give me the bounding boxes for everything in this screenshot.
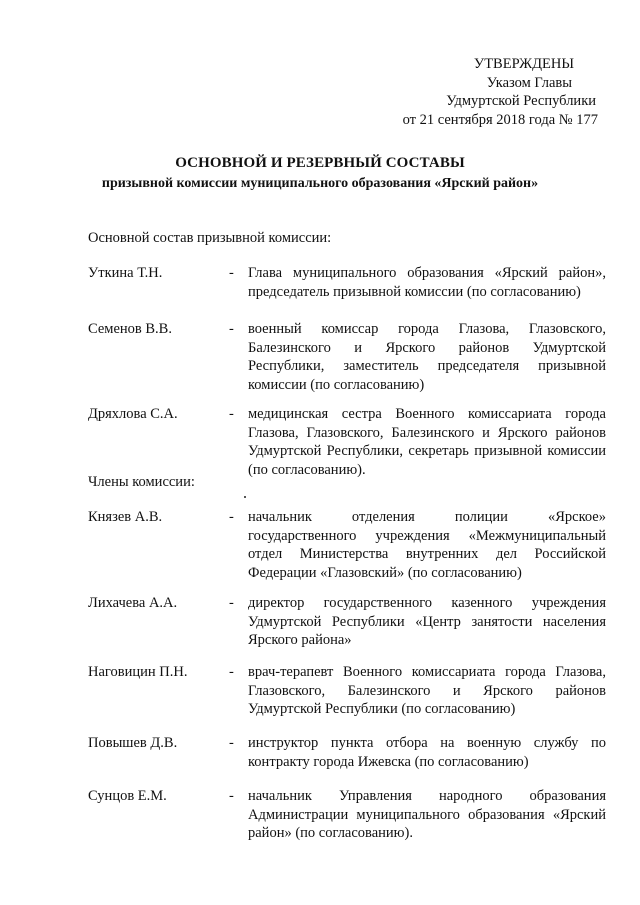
member-role: медицинская сестра Военного комиссариата города Глазова, Глазовского, Балезинского и Ярского районов Удмуртской Республики, секретарь призывной комиссии (по согласованию).: [248, 406, 606, 478]
member-dash: -: [229, 595, 234, 611]
scan-speck: [244, 496, 246, 498]
member-role: Глава муниципального образования «Ярский район», председатель призывной комиссии (по согласованию): [248, 265, 606, 300]
member-dash: -: [229, 664, 234, 680]
member-name: Дряхлова С.А.: [88, 406, 178, 422]
approval-title: УТВЕРЖДЕНЫ: [473, 56, 574, 72]
member-name: Князев А.В.: [88, 509, 163, 525]
member-name: Лихачева А.А.: [88, 595, 178, 611]
member-entry: [88, 594, 608, 674]
heading-title: ОСНОВНОЙ И РЕЗЕРВНЫЙ СОСТАВЫ: [175, 155, 465, 171]
member-name: Наговицин П.Н.: [88, 664, 188, 680]
heading-subtitle: призывной комиссии муниципального образования «Ярский район»: [101, 175, 539, 191]
member-entry: [88, 508, 608, 588]
member-name: Сунцов Е.М.: [88, 788, 167, 804]
member-role: врач-терапевт Военного комиссариата города Глазова, Глазовского, Балезинского и Ярского районов Удмуртской Республики (по согласованию): [248, 664, 606, 717]
member-entry: [88, 787, 608, 867]
approval-decree: Указом Главы: [486, 74, 572, 91]
members-section-label: Члены комиссии:: [88, 474, 195, 490]
member-dash: -: [229, 406, 234, 422]
member-role: директор государственного казенного учреждения Удмуртской Республики «Центр занятости населения Ярского района»: [248, 595, 606, 648]
member-dash: -: [229, 788, 234, 804]
member-role: начальник отделения полиции «Ярское» государственного учреждения «Межмуниципальный отдел Министерства внутренних дел Российской Федерации «Глазовский» (по согласованию): [248, 509, 606, 581]
member-name: Уткина Т.Н.: [88, 265, 163, 281]
member-entry: [88, 320, 608, 400]
member-role: военный комиссар города Глазова, Глазовского, Балезинского и Ярского районов Удмуртской Республики, заместитель председателя призывной комиссии (по согласованию): [248, 321, 606, 393]
member-role: инструктор пункта отбора на военную службу по контракту города Ижевска (по согласованию): [248, 735, 606, 770]
approval-region: Удмуртской Республики: [446, 93, 596, 109]
member-name: Семенов В.В.: [88, 321, 172, 337]
member-role: начальник Управления народного образования Администрации муниципального образования «Ярский район» (по согласованию).: [248, 788, 606, 841]
document-heading: [0, 154, 640, 193]
member-dash: -: [229, 265, 234, 281]
member-dash: -: [229, 735, 234, 751]
member-dash: -: [229, 509, 234, 525]
member-dash: -: [229, 321, 234, 337]
member-entry: [88, 663, 608, 743]
main-section-label: Основной состав призывной комиссии:: [88, 230, 332, 246]
member-name: Повышев Д.В.: [88, 735, 178, 751]
approval-date: от 21 сентября 2018 года № 177: [402, 111, 598, 128]
approval-block: [403, 55, 598, 129]
